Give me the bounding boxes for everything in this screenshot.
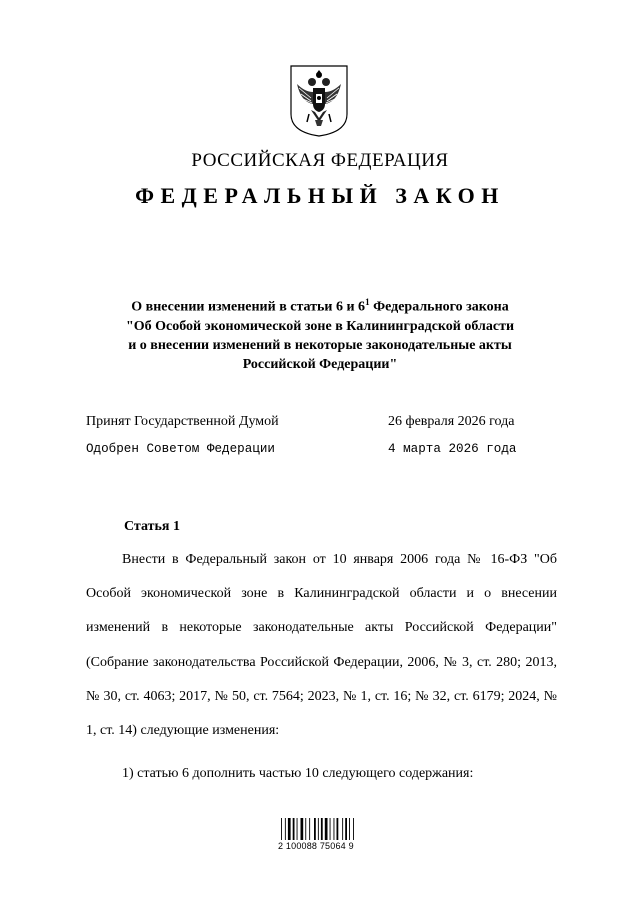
article-paragraph-1-text: Внести в Федеральный закон от 10 января 2006 года № 16-ФЗ "Об Особой экономической зоне в Калининградской области и о внесении изменений в некоторые законодательные акты Российской Федерации" (Собрание законодательства Российской Федерации, 2006, № 3, ст. 280; 2013, № 30, ст. 4063; 2017, № 50, ст. 7564; 2023, № 1, ст. 16; № 32, ст. 6179; 2024, № 1, ст. 14) следующие изменения: (86, 552, 557, 739)
title-line-1: О внесении изменений в статьи 6 и 6 (131, 299, 366, 315)
country-name: РОССИЙСКАЯ ФЕДЕРАЦИЯ (191, 150, 449, 171)
duma-date: 26 февраля 2026 года (388, 414, 515, 429)
council-label: Одобрен Советом Федерации (86, 442, 275, 456)
barcode-icon (281, 818, 359, 840)
document-type: ФЕДЕРАЛЬНЫЙ ЗАКОН (135, 183, 505, 208)
title-line-3: и о внесении изменений в некоторые законодательные акты (128, 337, 512, 353)
coat-of-arms-icon (287, 62, 351, 138)
council-date: 4 марта 2026 года (388, 442, 517, 456)
article-paragraph-2: 1) статью 6 дополнить частью 10 следующего содержания: (122, 766, 474, 781)
law-title (80, 293, 560, 374)
title-superscript: 1 (365, 297, 370, 307)
duma-label: Принят Государственной Думой (86, 414, 279, 429)
title-line-2: "Об Особой экономической зоне в Калининградской области (125, 318, 515, 334)
title-line-1-end: Федерального закона (369, 299, 509, 315)
barcode-number: 2 100088 75064 9 (278, 841, 354, 851)
title-line-4: Российской Федерации" (242, 356, 398, 372)
article-paragraph-1 (86, 543, 557, 748)
article-heading: Статья 1 (124, 519, 180, 534)
